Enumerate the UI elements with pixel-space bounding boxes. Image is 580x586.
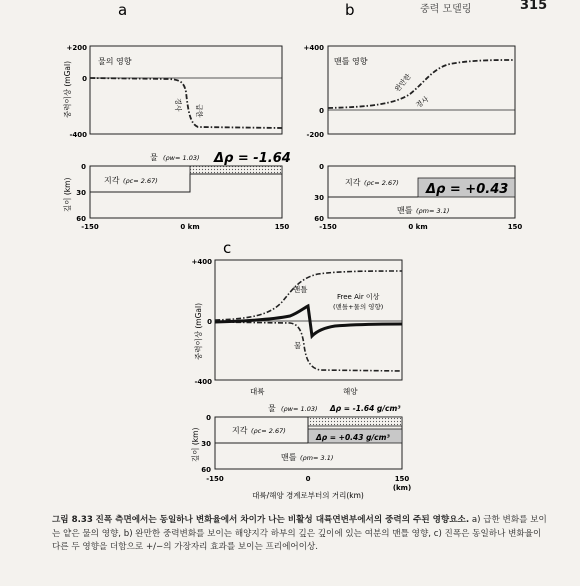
panel-c-model-y-axis-label: 깊이 (km) bbox=[191, 427, 200, 462]
panel-b-mantle-density: (ρm= 3.1) bbox=[416, 207, 450, 215]
panel-a-model-ytick-30: 30 bbox=[76, 189, 86, 197]
panel-a-crust-density: (ρc= 2.67) bbox=[123, 177, 158, 185]
panel-c-water-delta: Δρ = -1.64 g/cm³ bbox=[330, 404, 401, 413]
panel-a-inner-label: 물의 영향 bbox=[98, 57, 132, 66]
panel-a-xtick-right: 150 bbox=[274, 223, 290, 231]
caption-figure-label: 그림 8.33 bbox=[52, 515, 93, 525]
panel-a-xtick-center: 0 km bbox=[180, 223, 200, 231]
panel-c-label-freeair-sub: (맨틀+물의 영향) bbox=[333, 303, 384, 311]
panel-c-model-ytick-30: 30 bbox=[201, 440, 211, 448]
panel-c-xtick-right: 150 bbox=[394, 475, 410, 483]
panel-c-ytick-top: +400 bbox=[191, 258, 212, 266]
panel-b-xtick-right: 150 bbox=[507, 223, 523, 231]
panel-a-crust-label: 지각 bbox=[104, 176, 120, 185]
panel-c-letter: c bbox=[223, 239, 232, 257]
panel-a-ytick-zero: 0 bbox=[82, 75, 87, 83]
panel-c-label-mantle: 맨틀 bbox=[293, 285, 308, 294]
panel-c-label-continent: 대륙 bbox=[250, 387, 265, 396]
panel-b-delta-rho: Δρ = +0.43 bbox=[426, 182, 509, 197]
panel-a-letter: a bbox=[118, 1, 128, 19]
panel-b-mantle-label: 맨틀 bbox=[397, 206, 413, 215]
panel-c-water-curve bbox=[215, 322, 402, 371]
panel-c-xtick-left: -150 bbox=[206, 475, 224, 483]
panel-c-mantle-density: (ρm= 3.1) bbox=[300, 454, 334, 462]
panel-c-water-layer bbox=[308, 417, 402, 426]
panel-a-y-axis-label: 중력이상 (mGal) bbox=[63, 60, 72, 118]
panel-c-ytick-bottom: -400 bbox=[194, 378, 212, 386]
panel-a-xtick-left: -150 bbox=[81, 223, 99, 231]
panel-c-mantle-delta: Δρ = +0.43 g/cm³ bbox=[316, 433, 390, 442]
panel-a-model-ytick-60: 60 bbox=[76, 215, 86, 223]
panel-a-gravity-curve bbox=[90, 78, 282, 128]
running-head: 중력 모델링 bbox=[420, 4, 472, 15]
panel-c-mantle-label: 맨틀 bbox=[281, 453, 297, 462]
panel-a-delta-rho: Δρ = -1.64 bbox=[214, 151, 291, 166]
caption-title: 진폭 측면에서는 동일하나 변화율에서 차이가 나는 비활성 대륙연변부에서의 중력의 주된 영향요소. bbox=[95, 515, 470, 525]
panel-b-model-ytick-0: 0 bbox=[319, 163, 324, 171]
panel-c-water-density: (ρw= 1.03) bbox=[281, 405, 318, 413]
panel-b-crust-density: (ρc= 2.67) bbox=[364, 179, 399, 187]
panel-a-water-layer bbox=[190, 166, 282, 174]
panel-a-ytick-top: +200 bbox=[66, 44, 87, 52]
panel-c-ytick-zero: 0 bbox=[207, 318, 212, 326]
panel-b-crust-label: 지각 bbox=[345, 178, 361, 187]
panel-b-inner-label: 맨틀 영향 bbox=[334, 57, 368, 66]
panel-b-xtick-left: -150 bbox=[319, 223, 337, 231]
panel-c-label-water: 물 bbox=[294, 341, 302, 350]
panel-b-curve-label-gentle: 경사 bbox=[414, 95, 431, 110]
page-number: 315 bbox=[520, 0, 548, 13]
panel-c-xtick-center: 0 bbox=[305, 475, 311, 483]
panel-a-water-label: 물 bbox=[150, 153, 158, 162]
panel-c-y-axis-label: 중력이상 (mGal) bbox=[194, 302, 203, 360]
panel-b-ytick-top: +400 bbox=[303, 44, 324, 52]
caption-body: a) 급한 변화를 보이는 얕은 물의 영향, b) 완만한 중력변화를 보이는 해양지각 하부의 깊은 깊이에 있는 여분의 맨틀 영향, c) 진폭은 동일하나 변화율이 다른 두 영향을 더함으로 +/−의 가장자리 효과를 보이는 프리에어이상. bbox=[52, 515, 547, 552]
panel-a-model-y-axis-label: 깊이 (km) bbox=[63, 177, 72, 212]
panel-c-x-axis-label: 대륙/해양 경계로부터의 거리(km) bbox=[252, 491, 364, 500]
panel-c-label-ocean: 해양 bbox=[343, 387, 358, 396]
panel-c-crust-label: 지각 bbox=[232, 426, 248, 435]
panel-c-xtick-unit: (km) bbox=[392, 484, 412, 492]
panel-b-xtick-center: 0 km bbox=[408, 223, 428, 231]
panel-a-curve-label-gentle: 경사 bbox=[174, 98, 182, 112]
panel-a-model-ytick-0: 0 bbox=[81, 163, 86, 171]
panel-c-model-ytick-60: 60 bbox=[201, 466, 211, 474]
panel-b-curve-label-steep: 완만한 bbox=[393, 72, 413, 94]
panel-b-letter: b bbox=[345, 1, 355, 19]
panel-a-curve-label-steep: 급한 bbox=[195, 104, 203, 118]
panel-a-ytick-bottom: -400 bbox=[69, 131, 87, 139]
figure-caption bbox=[52, 514, 552, 555]
panel-a-water-density: (ρw= 1.03) bbox=[163, 154, 200, 162]
panel-b-model-ytick-30: 30 bbox=[314, 194, 324, 202]
panel-c-label-freeair: Free Air 이상 bbox=[337, 293, 380, 301]
panel-b-model-ytick-60: 60 bbox=[314, 215, 324, 223]
panel-b-ytick-bottom: -200 bbox=[306, 131, 324, 139]
panel-c-water-label: 물 bbox=[268, 404, 276, 413]
panel-c-model-ytick-0: 0 bbox=[206, 414, 211, 422]
panel-b-ytick-zero: 0 bbox=[319, 107, 324, 115]
panel-c-crust-density: (ρc= 2.67) bbox=[251, 427, 286, 435]
